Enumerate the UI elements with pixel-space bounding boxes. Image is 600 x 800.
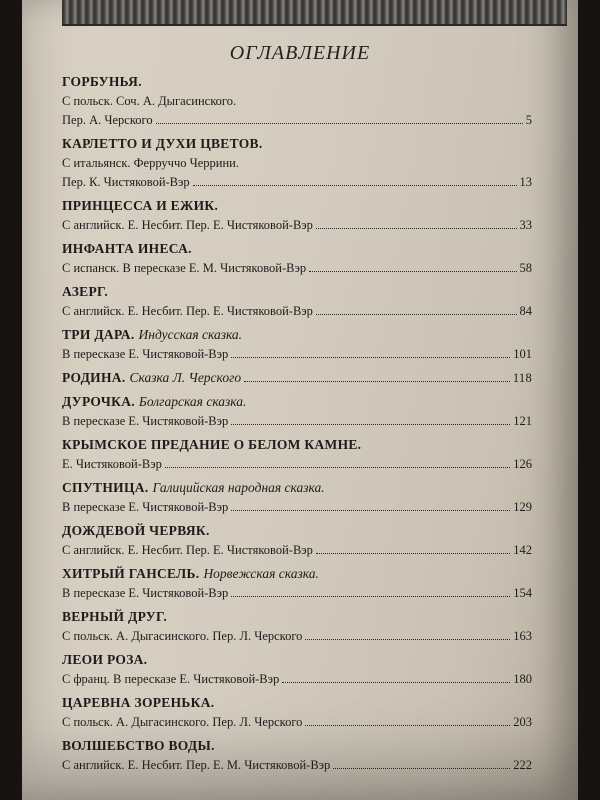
- toc-entry: [62, 521, 532, 560]
- leader-dots: [316, 553, 510, 554]
- toc-entry-title: ИНФАНТА ИНЕСА.: [62, 241, 192, 256]
- page-number: 154: [513, 586, 532, 600]
- page-number: 5: [525, 113, 532, 127]
- toc-entry: [62, 392, 532, 431]
- credit-text: С польск. А. Дыгасинского. Пер. Л. Черского: [62, 715, 303, 729]
- toc-entry-title-line: [62, 196, 532, 216]
- credit-text: Пер. К. Чистяковой-Вэр: [62, 175, 190, 189]
- toc-entry-credit-line: [62, 154, 532, 173]
- credit-text: В пересказе Е. Чистяковой-Вэр: [62, 586, 229, 600]
- credit-text: С франц. В пересказе Е. Чистяковой-Вэр: [62, 672, 280, 686]
- toc-entry-subtitle: Болгарская сказка.: [138, 394, 247, 409]
- page-number: 163: [513, 629, 532, 643]
- toc-entry-title-line: [62, 239, 532, 259]
- top-illustration-strip: [62, 0, 567, 26]
- leader-dots: [231, 596, 510, 597]
- leader-dots: [282, 682, 510, 683]
- toc-entry-title-line: [62, 650, 532, 670]
- leader-dots: [244, 381, 510, 382]
- toc-entry-credit-line: [62, 541, 532, 560]
- leader-dots: [333, 768, 510, 769]
- toc-entry-title-line: [62, 368, 532, 388]
- toc-entry-title: СПУТНИЦА.: [62, 480, 149, 495]
- toc-entry-title: ГОРБУНЬЯ.: [62, 74, 142, 89]
- toc-entry-credit-line: [62, 670, 532, 689]
- page-number: 203: [513, 715, 532, 729]
- toc-entry: [62, 607, 532, 646]
- toc-entry-title: ТРИ ДАРА.: [62, 327, 135, 342]
- toc-entry: [62, 478, 532, 517]
- credit-text: С испанск. В пересказе Е. М. Чистяковой-Вэр: [62, 261, 307, 275]
- toc-entry-credit-line: [62, 111, 532, 130]
- page-number: 142: [513, 543, 532, 557]
- toc-entry-credit-line: [62, 173, 532, 192]
- toc-entry: [62, 72, 532, 130]
- toc-entry: [62, 650, 532, 689]
- page-number: 222: [513, 758, 532, 772]
- toc-entry-title: ВОЛШЕБСТВО ВОДЫ.: [62, 738, 215, 753]
- leader-dots: [305, 639, 510, 640]
- toc-entry-credit-line: [62, 259, 532, 278]
- toc-entry-credit-line: [62, 498, 532, 517]
- page-number: 118: [512, 371, 532, 385]
- toc-entry-credit-line: [62, 302, 532, 321]
- toc-entry-subtitle: Сказка Л. Черского: [129, 370, 242, 385]
- leader-dots: [231, 357, 510, 358]
- toc-entry: [62, 134, 532, 192]
- toc-entry-title-line: [62, 564, 532, 584]
- toc-entry-title: ПРИНЦЕССА И ЕЖИК.: [62, 198, 219, 213]
- credit-text: С итальянск. Ферруччо Черрини.: [62, 156, 239, 170]
- toc-entry-title-line: [62, 134, 532, 154]
- credit-text: С польск. А. Дыгасинского. Пер. Л. Черского: [62, 629, 303, 643]
- credit-text: С английск. Е. Несбит. Пер. Е. Чистяковой-Вэр: [62, 543, 313, 557]
- toc-entry-title-line: [62, 736, 532, 756]
- toc-entry: [62, 239, 532, 278]
- toc-entry-title: АЗЕРГ.: [62, 284, 109, 299]
- toc-entry: [62, 564, 532, 603]
- toc-entry-title-line: [62, 521, 532, 541]
- toc-entry: [62, 282, 532, 321]
- toc-entry: [62, 736, 532, 775]
- toc-entry-title-line: [62, 607, 532, 627]
- leader-dots: [305, 725, 510, 726]
- toc-entry-credit-line: [62, 627, 532, 646]
- toc-entry-title: ХИТРЫЙ ГАНСЕЛЬ.: [62, 566, 200, 581]
- leader-dots: [193, 185, 517, 186]
- credit-text: С английск. Е. Несбит. Пер. Е. Чистяковой-Вэр: [62, 304, 313, 318]
- toc-entry-subtitle: Норвежская сказка.: [203, 566, 319, 581]
- toc-entry-title-line: [62, 392, 532, 412]
- page-number: 84: [519, 304, 532, 318]
- toc-entry-subtitle: Галицийская народная сказка.: [152, 480, 325, 495]
- toc-entry: [62, 435, 532, 474]
- page-number: 58: [519, 261, 532, 275]
- toc-entry-credit-line: [62, 584, 532, 603]
- page-number: 126: [513, 457, 532, 471]
- credit-text: С английск. Е. Несбит. Пер. Е. М. Чистяковой-Вэр: [62, 758, 331, 772]
- page-number: 101: [513, 347, 532, 361]
- toc-entry-title: ЛЕОИ РОЗА.: [62, 652, 148, 667]
- leader-dots: [231, 424, 510, 425]
- table-of-contents: [62, 72, 532, 779]
- page-number: 180: [513, 672, 532, 686]
- toc-entry-title-line: [62, 478, 532, 498]
- page-number: 129: [513, 500, 532, 514]
- toc-entry-credit-line: [62, 756, 532, 775]
- toc-entry: [62, 368, 532, 388]
- toc-entry-title-line: [62, 693, 532, 713]
- toc-entry: [62, 693, 532, 732]
- credit-text: Е. Чистяковой-Вэр: [62, 457, 162, 471]
- toc-entry-title-line: [62, 72, 532, 92]
- toc-entry-title-line: [62, 435, 532, 455]
- leader-dots: [165, 467, 510, 468]
- toc-entry-credit-line: [62, 345, 532, 364]
- toc-entry-title: КАРЛЕТТО И ДУХИ ЦВЕТОВ.: [62, 136, 263, 151]
- toc-entry-title: РОДИНА.: [62, 370, 126, 385]
- toc-entry-credit-line: [62, 92, 532, 111]
- toc-entry-title: КРЫМСКОЕ ПРЕДАНИЕ О БЕЛОМ КАМНЕ.: [62, 437, 362, 452]
- page-number: 33: [519, 218, 532, 232]
- toc-entry-title: ДОЖДЕВОЙ ЧЕРВЯК.: [62, 523, 210, 538]
- book-page: [22, 0, 578, 800]
- page-heading: ОГЛАВЛЕНИЕ: [229, 42, 371, 64]
- toc-entry-credit-line: [62, 455, 532, 474]
- credit-text: С английск. Е. Несбит. Пер. Е. Чистяковой-Вэр: [62, 218, 313, 232]
- credit-text: Пер. А. Черского: [62, 113, 153, 127]
- leader-dots: [231, 510, 510, 511]
- toc-entry: [62, 325, 532, 364]
- credit-text: В пересказе Е. Чистяковой-Вэр: [62, 347, 229, 361]
- page-number: 13: [519, 175, 532, 189]
- toc-entry-title-line: [62, 325, 532, 345]
- toc-entry-credit-line: [62, 412, 532, 431]
- page-number: 121: [513, 414, 532, 428]
- toc-entry-title: ВЕРНЫЙ ДРУГ.: [62, 609, 168, 624]
- toc-entry: [62, 196, 532, 235]
- credit-text: С польск. Соч. А. Дыгасинского.: [62, 94, 237, 108]
- credit-text: В пересказе Е. Чистяковой-Вэр: [62, 414, 229, 428]
- leader-dots: [309, 271, 516, 272]
- toc-entry-credit-line: [62, 216, 532, 235]
- credit-text: В пересказе Е. Чистяковой-Вэр: [62, 500, 229, 514]
- leader-dots: [156, 123, 523, 124]
- toc-entry-title: ЦАРЕВНА ЗОРЕНЬКА.: [62, 695, 215, 710]
- toc-entry-title: ДУРОЧКА.: [62, 394, 135, 409]
- toc-entry-subtitle: Индусская сказка.: [138, 327, 243, 342]
- leader-dots: [316, 228, 517, 229]
- leader-dots: [316, 314, 517, 315]
- toc-entry-credit-line: [62, 713, 532, 732]
- toc-entry-title-line: [62, 282, 532, 302]
